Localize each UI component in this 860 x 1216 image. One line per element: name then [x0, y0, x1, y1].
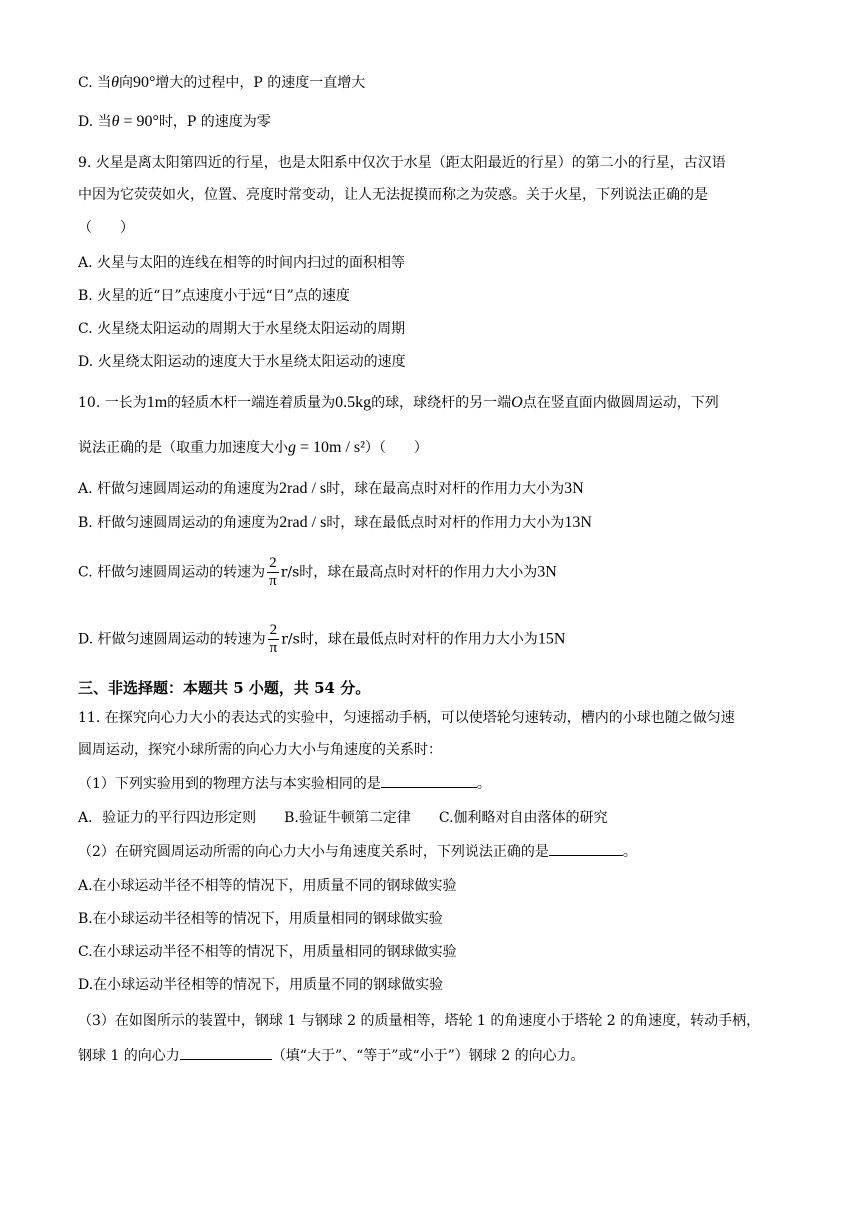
q8-option-d-text: 时，P 的速度为零	[158, 114, 271, 130]
q8-option-c-prefix: C. 当	[78, 75, 112, 91]
q10-option-a-text-1: A. 杆做匀速圆周运动的角速度为	[78, 481, 280, 497]
q11-stem-line-2: 圆周运动，探究小球所需的向心力大小与角速度的关系时：	[78, 742, 442, 758]
q9-option-c: C. 火星绕太阳运动的周期大于水星绕太阳运动的周期	[78, 321, 406, 337]
fraction-denominator: π	[269, 640, 278, 656]
q8-option-c-mid: 向	[118, 75, 133, 91]
q11-part-1	[78, 773, 790, 794]
rod-length: 1m	[146, 394, 168, 411]
q11-part-3-text-b: （填“大于”、“等于”或“小于”）钢球 2 的向心力。	[271, 1048, 585, 1064]
angle-equation: = 90°	[119, 113, 159, 130]
rotation-fraction	[267, 555, 279, 590]
force-value: 3N	[537, 563, 557, 581]
force-value: 15N	[537, 630, 566, 648]
q9-stem-line-2: 中因为它荧荧如火，位置、亮度时常变动，让人无法捉摸而称之为荧惑。关于火星，下列说法正确的是	[78, 187, 708, 203]
q9-stem-line-3: （ ）	[78, 220, 134, 236]
q11-part-3-line-1: （3）在如图所示的装置中，钢球 1 与钢球 2 的质量相等，塔轮 1 的角速度小于塔轮 2 的角速度，转动手柄，	[78, 1013, 761, 1029]
q10-option-b-text-2: 时，球在最低点时对杆的作用力大小为	[326, 515, 565, 531]
q10-option-c-text-2: 时，球在最高点时对杆的作用力大小为	[299, 564, 538, 581]
q11-part-2-option-a: A.在小球运动半径不相等的情况下，用质量不同的钢球做实验	[78, 878, 457, 894]
q10-stem-c: 的球，球绕杆的另一端	[371, 395, 512, 411]
q10-option-c-text-1: C. 杆做匀速圆周运动的转速为	[78, 564, 266, 581]
q11-part-1-option-b: B.验证牛顿第二定律	[284, 810, 411, 826]
angular-velocity: 2rad / s	[279, 480, 327, 497]
q10-stem-d: 点在竖直面内做圆周运动，下列	[522, 395, 719, 411]
angular-velocity: 2rad / s	[279, 514, 327, 531]
fraction-denominator: π	[269, 573, 277, 589]
ball-mass: 0.5kg	[335, 394, 372, 411]
q9-option-b: B. 火星的近“日”点速度小于远“日”点的速度	[78, 288, 350, 304]
gravity-symbol: g	[288, 439, 296, 456]
q11-stem-line-1: 11. 在探究向心力大小的表达式的实验中，匀速摇动手柄，可以使塔轮匀速转动，槽内的小球也随之做匀速	[78, 710, 735, 726]
q9-option-d: D. 火星绕太阳运动的速度大于水星绕太阳运动的速度	[78, 354, 406, 370]
q11-part-1-end: 。	[476, 776, 491, 792]
q11-part-2-text: （2）在研究圆周运动所需的向心力大小与角速度关系时，下列说法正确的是	[78, 844, 549, 860]
section-heading: 三、非选择题：本题共 5 小题，共 54 分。	[78, 679, 371, 697]
q11-part-1-options	[78, 808, 790, 828]
gravity-value: = 10m / s²	[296, 439, 365, 456]
q10-stem-line-2	[78, 438, 790, 458]
q10-option-b	[78, 513, 790, 533]
q9-stem-line-1: 9. 火星是离太阳第四近的行星，也是太阳系中仅次于水星（距太阳最近的行星）的第二小的行星，古汉语	[78, 155, 726, 171]
q11-part-2-option-b: B.在小球运动半径相等的情况下，用质量相同的钢球做实验	[78, 911, 443, 927]
q10-stem-b: 的轻质木杆一端连着质量为	[167, 395, 336, 411]
q10-option-d-text-1: D. 杆做匀速圆周运动的转速为	[78, 631, 266, 648]
rotation-unit: r/s	[281, 631, 300, 648]
fraction-numerator: 2	[267, 555, 279, 573]
q10-option-d-text-2: 时，球在最低点时对杆的作用力大小为	[299, 631, 538, 648]
answer-blank[interactable]	[549, 841, 623, 856]
q8-option-c-text: 增大的过程中，P 的速度一直增大	[155, 75, 366, 91]
q11-part-2-option-c: C.在小球运动半径不相等的情况下，用质量相同的钢球做实验	[78, 944, 457, 960]
q10-option-a	[78, 479, 790, 499]
q11-part-2-end: 。	[622, 844, 637, 860]
theta-symbol: θ	[111, 113, 120, 130]
q11-part-3-text-a: 钢球 1 的向心力	[78, 1048, 180, 1064]
answer-blank[interactable]	[381, 773, 477, 788]
q10-option-a-text-2: 时，球在最高点时对杆的作用力大小为	[326, 481, 565, 497]
q11-part-2	[78, 841, 790, 862]
pivot-point: O	[511, 394, 523, 411]
fraction-numerator: 2	[268, 622, 280, 640]
force-value: 13N	[564, 514, 592, 531]
q10-line2-b: ）（ ）	[364, 440, 428, 456]
q10-line2-a: 说法正确的是（取重力加速度大小	[78, 440, 288, 456]
q10-option-c	[78, 555, 790, 590]
q11-part-1-option-a: A．验证力的平行四边形定则	[78, 810, 257, 826]
theta-symbol: θ	[111, 74, 119, 91]
q10-option-b-text-1: B. 杆做匀速圆周运动的角速度为	[78, 515, 280, 531]
answer-blank[interactable]	[180, 1045, 272, 1060]
q11-part-1-option-c: C.伽利略对自由落体的研究	[438, 810, 608, 826]
q10-stem-line-1	[78, 393, 790, 413]
q11-part-2-option-d: D.在小球运动半径相等的情况下，用质量不同的钢球做实验	[78, 977, 444, 993]
rotation-unit: r/s	[280, 564, 300, 581]
q9-option-a: A. 火星与太阳的连线在相等的时间内扫过的面积相等	[78, 255, 406, 271]
q8-option-d	[78, 112, 790, 132]
q10-option-d	[78, 622, 790, 657]
angle-value: 90°	[132, 74, 156, 91]
q11-part-3-line-2	[78, 1045, 790, 1066]
force-value: 3N	[564, 480, 584, 497]
q8-option-c	[78, 73, 790, 93]
q8-option-d-prefix: D. 当	[78, 114, 112, 130]
q11-part-1-text: （1）下列实验用到的物理方法与本实验相同的是	[78, 776, 381, 792]
rotation-fraction	[268, 622, 280, 657]
q10-stem-a: 10. 一长为	[78, 395, 147, 411]
